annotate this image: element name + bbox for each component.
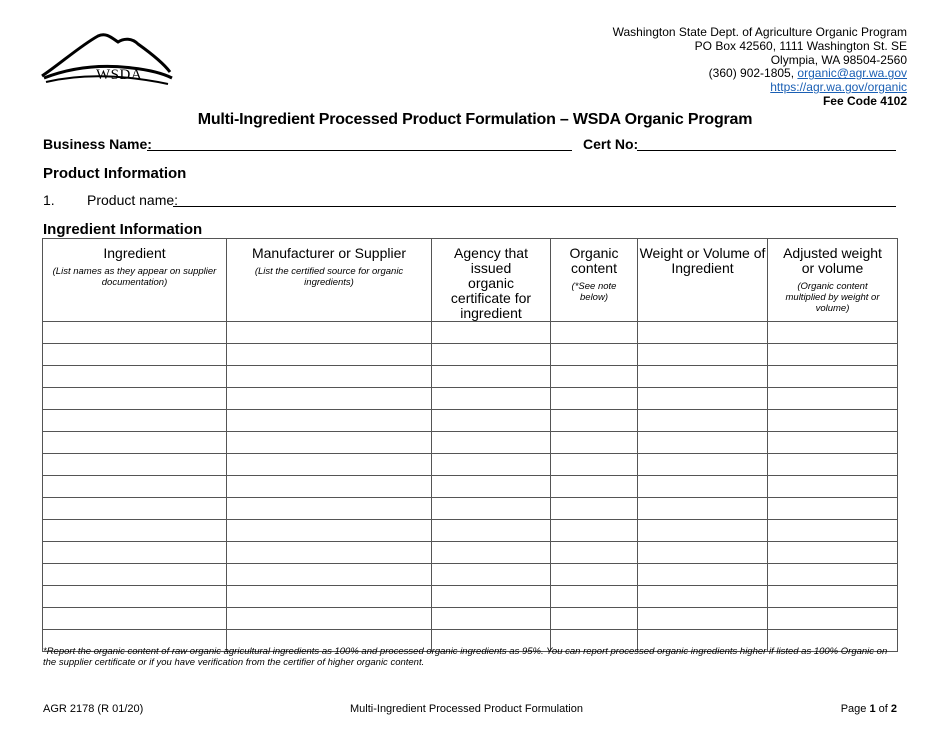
table-cell[interactable] xyxy=(768,586,898,608)
table-cell[interactable] xyxy=(551,586,638,608)
cert-no-field[interactable] xyxy=(637,150,896,151)
page-current: 1 xyxy=(869,703,876,715)
wsda-logo xyxy=(40,28,174,88)
header-title: Manufacturer or Supplier xyxy=(251,245,407,261)
business-name-field[interactable] xyxy=(147,150,572,151)
table-row xyxy=(43,454,898,476)
table-cell[interactable] xyxy=(432,542,551,564)
table-cell[interactable] xyxy=(768,366,898,388)
table-row xyxy=(43,542,898,564)
table-cell[interactable] xyxy=(638,542,768,564)
table-cell[interactable] xyxy=(768,454,898,476)
table-cell[interactable] xyxy=(432,366,551,388)
table-cell[interactable] xyxy=(227,498,432,520)
page-prefix: Page xyxy=(840,703,870,715)
form-id: AGR 2178 (R 01/20) xyxy=(43,703,144,715)
header-organic-content xyxy=(551,239,638,322)
agency-contact xyxy=(613,67,907,81)
table-cell[interactable] xyxy=(432,388,551,410)
product-number: 1. xyxy=(43,192,55,208)
table-cell[interactable] xyxy=(551,454,638,476)
table-cell[interactable] xyxy=(432,520,551,542)
table-cell[interactable] xyxy=(551,388,638,410)
table-cell[interactable] xyxy=(638,454,768,476)
header-title: Weight or Volume of Ingredient xyxy=(639,245,766,276)
table-cell[interactable] xyxy=(638,322,768,344)
table-cell[interactable] xyxy=(43,410,227,432)
table-cell[interactable] xyxy=(432,344,551,366)
table-cell[interactable] xyxy=(43,388,227,410)
table-cell[interactable] xyxy=(638,608,768,630)
table-cell[interactable] xyxy=(768,564,898,586)
fee-code: Fee Code 4102 xyxy=(822,93,907,108)
agency-website-link[interactable]: https://agr.wa.gov/organic xyxy=(770,80,907,95)
table-cell[interactable] xyxy=(227,322,432,344)
table-cell[interactable] xyxy=(432,454,551,476)
table-cell[interactable] xyxy=(43,564,227,586)
header-title: Agency that issued organic certificate for ingredient xyxy=(450,245,532,321)
table-cell[interactable] xyxy=(768,344,898,366)
table-cell[interactable] xyxy=(551,366,638,388)
header-manufacturer xyxy=(227,239,432,322)
table-cell[interactable] xyxy=(432,498,551,520)
table-cell[interactable] xyxy=(43,454,227,476)
header-title: Organic content xyxy=(569,245,619,276)
table-cell[interactable] xyxy=(768,520,898,542)
table-cell[interactable] xyxy=(227,564,432,586)
table-cell[interactable] xyxy=(768,322,898,344)
table-cell[interactable] xyxy=(551,322,638,344)
table-cell[interactable] xyxy=(432,432,551,454)
form-title: Multi-Ingredient Processed Product Formulation – WSDA Organic Program xyxy=(197,111,753,128)
table-cell[interactable] xyxy=(768,432,898,454)
table-cell[interactable] xyxy=(432,476,551,498)
table-cell[interactable] xyxy=(638,344,768,366)
header-weight-volume xyxy=(638,239,768,322)
agency-street: PO Box 42560, 1111 Washington St. SE xyxy=(694,38,907,53)
table-cell[interactable] xyxy=(551,520,638,542)
table-cell[interactable] xyxy=(227,586,432,608)
table-cell[interactable] xyxy=(638,432,768,454)
table-cell[interactable] xyxy=(432,410,551,432)
table-row xyxy=(43,322,898,344)
table-cell[interactable] xyxy=(551,608,638,630)
ingredient-table-body xyxy=(43,322,898,652)
table-cell[interactable] xyxy=(43,608,227,630)
table-cell[interactable] xyxy=(43,498,227,520)
table-row xyxy=(43,564,898,586)
footer-form-name: Multi-Ingredient Processed Product Formulation xyxy=(350,703,583,715)
agency-phone: (360) 902-1805, xyxy=(708,66,795,81)
table-row xyxy=(43,476,898,498)
table-cell[interactable] xyxy=(432,586,551,608)
table-cell[interactable] xyxy=(227,608,432,630)
product-name-field[interactable] xyxy=(173,206,896,207)
table-cell[interactable] xyxy=(638,388,768,410)
table-cell[interactable] xyxy=(551,542,638,564)
table-cell[interactable] xyxy=(768,498,898,520)
business-name-label: Business Name: xyxy=(43,136,152,152)
agency-email-link[interactable]: organic@agr.wa.gov xyxy=(797,66,907,81)
table-cell[interactable] xyxy=(768,608,898,630)
table-cell[interactable] xyxy=(43,476,227,498)
table-cell[interactable] xyxy=(551,432,638,454)
header-note: (List names as they appear on supplier documentation) xyxy=(52,266,217,288)
table-cell[interactable] xyxy=(227,432,432,454)
table-cell[interactable] xyxy=(227,410,432,432)
header-note: (Organic content multiplied by weight or volume) xyxy=(785,281,880,314)
table-cell[interactable] xyxy=(43,366,227,388)
table-cell[interactable] xyxy=(227,388,432,410)
table-cell[interactable] xyxy=(43,586,227,608)
header-title: Adjusted weight or volume xyxy=(783,245,882,276)
table-cell[interactable] xyxy=(432,564,551,586)
table-row xyxy=(43,432,898,454)
header-adjusted-weight xyxy=(768,239,898,322)
table-row xyxy=(43,608,898,630)
header-title: Ingredient xyxy=(103,245,166,261)
table-cell[interactable] xyxy=(551,564,638,586)
cert-no-label: Cert No: xyxy=(583,136,639,152)
product-information-heading: Product Information xyxy=(43,165,187,182)
ingredient-information-heading: Ingredient Information xyxy=(43,221,203,238)
page-number xyxy=(841,703,897,715)
agency-city: Olympia, WA 98504-2560 xyxy=(770,52,907,67)
table-cell[interactable] xyxy=(43,520,227,542)
table-cell[interactable] xyxy=(551,410,638,432)
product-name-label: Product name: xyxy=(87,192,179,208)
table-cell[interactable] xyxy=(43,322,227,344)
header-ingredient xyxy=(43,239,227,322)
table-cell[interactable] xyxy=(551,476,638,498)
agency-address xyxy=(613,26,907,109)
table-cell[interactable] xyxy=(638,366,768,388)
table-cell[interactable] xyxy=(432,608,551,630)
table-cell[interactable] xyxy=(768,410,898,432)
table-cell[interactable] xyxy=(638,520,768,542)
table-cell[interactable] xyxy=(768,542,898,564)
table-cell[interactable] xyxy=(768,476,898,498)
table-row xyxy=(43,410,898,432)
header-agency xyxy=(432,239,551,322)
logo-text: WSDA xyxy=(96,67,143,83)
table-cell[interactable] xyxy=(43,344,227,366)
table-cell[interactable] xyxy=(432,322,551,344)
agency-name: Washington State Dept. of Agriculture Organic Program xyxy=(612,25,907,39)
table-row xyxy=(43,388,898,410)
ingredient-table-header xyxy=(43,239,898,322)
table-cell[interactable] xyxy=(768,388,898,410)
table-cell[interactable] xyxy=(227,344,432,366)
table-row xyxy=(43,520,898,542)
table-cell[interactable] xyxy=(227,366,432,388)
table-row xyxy=(43,344,898,366)
ingredient-table xyxy=(42,238,898,652)
table-cell[interactable] xyxy=(227,520,432,542)
table-cell[interactable] xyxy=(227,542,432,564)
table-cell[interactable] xyxy=(638,410,768,432)
table-row xyxy=(43,498,898,520)
table-cell[interactable] xyxy=(638,476,768,498)
header-note: (*See note below) xyxy=(571,281,617,303)
table-cell[interactable] xyxy=(638,564,768,586)
page-of: of xyxy=(875,703,891,715)
table-cell[interactable] xyxy=(227,476,432,498)
table-cell[interactable] xyxy=(43,432,227,454)
header-note: (List the certified source for organic ingredients) xyxy=(254,266,404,288)
table-cell[interactable] xyxy=(551,498,638,520)
organic-content-footnote: *Report the organic content of raw organic agricultural ingredients as 100% and processed organic ingredients as 95%. You can report processed organic ingredients higher if listed as 100% Organic on the supplier certificate or if you have verification from the certifier of higher organic content. xyxy=(43,646,888,668)
table-cell[interactable] xyxy=(638,498,768,520)
table-cell[interactable] xyxy=(551,344,638,366)
table-row xyxy=(43,586,898,608)
table-cell[interactable] xyxy=(227,454,432,476)
table-row xyxy=(43,366,898,388)
table-cell[interactable] xyxy=(43,542,227,564)
table-cell[interactable] xyxy=(638,586,768,608)
page-total: 2 xyxy=(890,703,897,715)
